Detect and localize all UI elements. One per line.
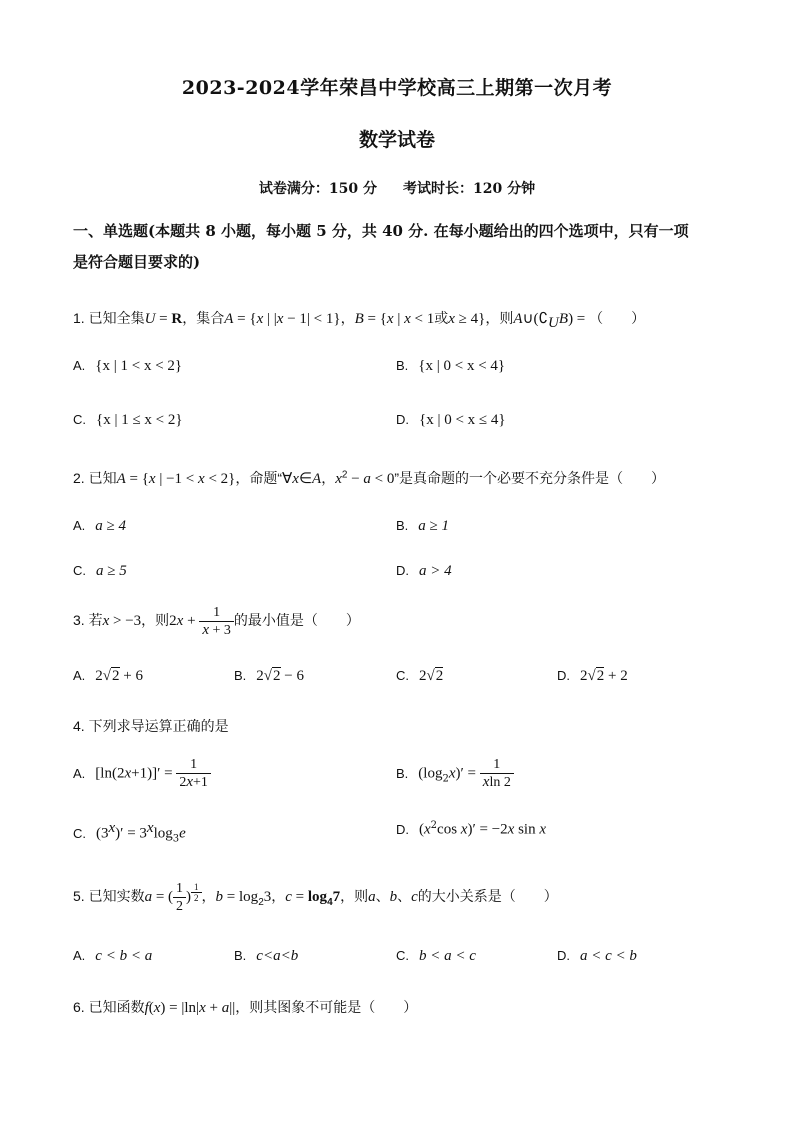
question-number: 5.	[73, 888, 85, 905]
exam-subtitle: 数学试卷	[358, 129, 435, 151]
question-3-stem: 3. 若x > −3，则2x + $\frac{1}{x + 3}$ 的最小值是（ ）	[73, 605, 360, 638]
question-4-option-a[interactable]: A. [ln(2x+1)]′ = $\frac{1}{2x+1}$	[73, 756, 211, 791]
question-number: 3.	[73, 612, 85, 629]
question-2-option-d[interactable]: D. a > 4	[396, 563, 452, 579]
question-1-option-d[interactable]: D. {x | 0 < x ≤ 4}	[396, 412, 506, 428]
exam-duration: 考试时长：120 分钟	[403, 181, 536, 197]
fraction: $\frac{1}{x + 3}$	[199, 604, 234, 639]
question-5-option-b[interactable]: B. c<a<b	[234, 948, 299, 964]
question-2-option-c[interactable]: C. a ≥ 5	[73, 563, 127, 579]
question-1-option-b[interactable]: B. {x | 0 < x < 4}	[396, 358, 506, 374]
question-5-option-c[interactable]: C. b < a < c	[396, 948, 476, 964]
question-5-option-d[interactable]: D. a < c < b	[557, 948, 637, 964]
question-number: 2.	[73, 470, 85, 486]
section-heading	[73, 216, 723, 278]
question-number: 6.	[73, 999, 85, 1015]
question-3-option-c[interactable]: C. 2√2	[396, 668, 444, 684]
question-2-stem: 2. 已知A = {x | −1 < x < 2}，命题“∀x∈A，$x^2 - a < 0$”是真命题的一个必要不充分条件是（ ）	[73, 469, 666, 487]
question-3-option-b[interactable]: B. 2√2 − 6	[234, 668, 304, 684]
exam-title: 2023-2024学年荣昌中学校高三上期第一次月考	[181, 77, 613, 99]
question-number: 4.	[73, 718, 85, 734]
question-5-option-a[interactable]: A. c < b < a	[73, 948, 153, 964]
section-heading-line1: 一、单选题(本题共 8 小题，每小题 5 分，共 40 分. 在每小题给出的四个选项中，只有一项	[73, 222, 689, 240]
exam-meta	[0, 178, 794, 198]
question-1-option-a[interactable]: A. {x | 1 < x < 2}	[73, 358, 183, 374]
question-2-option-b[interactable]: B. a ≥ 1	[396, 518, 450, 534]
question-4-text: 下列求导运算正确的是	[88, 718, 229, 734]
question-5-stem: 5. 已知实数a = ( $\frac{1}{2}$ ) $^{\frac{1}{2}}$ ，$b = \log_23$，$c = \log_47$，则a、b、c的大小关系是（ ）	[73, 881, 558, 914]
question-3-option-d[interactable]: D. 2√2 + 2	[557, 668, 628, 684]
question-number: 1.	[73, 310, 85, 326]
question-6-stem: 6. 已知函数f(x) = |ln|x + a||，则其图象不可能是（ ）	[73, 999, 418, 1016]
full-score: 试卷满分：150 分	[258, 181, 377, 197]
question-4-option-b[interactable]: B. $(\log_2x)'$ = $\frac{1}{xln 2}$	[396, 756, 514, 791]
section-heading-line2: 是符合题目要求的)	[73, 253, 201, 271]
question-4-stem	[73, 716, 229, 736]
question-1-stem: 1. 已知全集U = R，集合A = {x | |x − 1| < 1}，B = {x | x < 1或x ≥ 4}，则$A\cup(∁_UB)$ = （ ）	[73, 310, 646, 331]
question-4-option-c[interactable]: C. $(3^x)' = 3^x\log_3e$	[73, 820, 186, 845]
question-2-option-a[interactable]: A. a ≥ 4	[73, 518, 127, 534]
question-1-option-c[interactable]: C. {x | 1 ≤ x < 2}	[73, 412, 183, 428]
question-3-option-a[interactable]: A. 2√2 + 6	[73, 668, 143, 684]
question-4-option-d[interactable]: D. ($x^2\cos$ x)′ = −2x sin x	[396, 820, 547, 838]
